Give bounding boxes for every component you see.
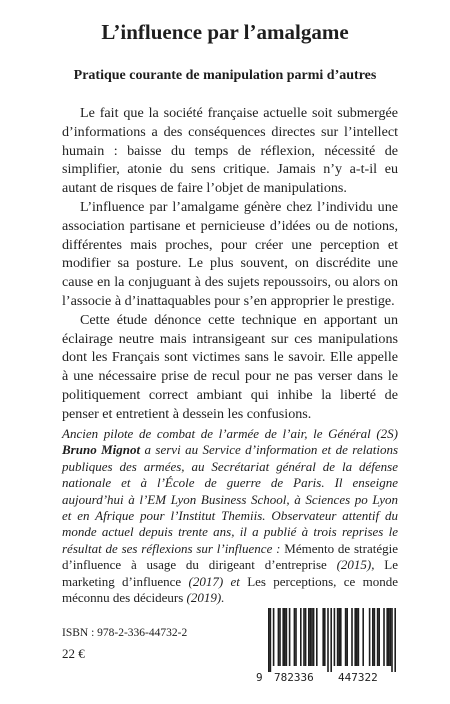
barcode-bar (330, 608, 332, 672)
barcode-bar (268, 608, 270, 672)
barcode-bar (286, 608, 288, 666)
isbn-label: ISBN : 978-2-336-44732-2 (62, 627, 188, 639)
barcode-bar (362, 608, 364, 666)
barcode-bar (324, 608, 326, 666)
barcode-bar (305, 608, 307, 666)
barcode-bar (354, 608, 356, 666)
blurb-paragraph-2: L’influence par l’amalgame génère chez l’individu une association partisane et pernicieuse d’idées ou de notions, différentes mais proches, pour créer une perception et modifier sa posture. Le plus souvent, on discrédite une cause en la conjuguant à des sujets repoussoirs, ou alors on l’associe à d’inattaquables pour s’en approprier le prestige. (62, 198, 398, 309)
barcode-bar (308, 608, 310, 666)
barcode-bar (394, 608, 396, 672)
barcode-right-group: 447322 (338, 671, 378, 684)
bio-intro: Ancien pilote de combat de l’armée de l’air, le Général (2S) (62, 426, 398, 441)
barcode-bar (334, 608, 336, 666)
barcode-bar (388, 608, 390, 666)
barcode-bar (356, 608, 358, 666)
book-2-year: (2017) (188, 573, 231, 589)
barcode-bar (273, 608, 275, 666)
barcode-bar (345, 608, 347, 666)
barcode-bar (294, 608, 296, 666)
blurb-paragraph-3: Cette étude dénonce cette technique en apportant un éclairage neutre mais intransigeant sur ces manipulations dont les Français sont victimes sans le savoir. Elle appelle à une nécessaire prise de recul pour ne pas verser dans le politiquement correct ambiant qui inhibe la liberté de penser et entretient à dessein les confusions. (62, 311, 398, 422)
barcode-bar (338, 608, 340, 666)
blurb (62, 104, 398, 424)
barcode-bar (278, 608, 280, 666)
book-title: L’influence par l’amalgame (101, 20, 349, 44)
barcode-bars (254, 602, 402, 672)
barcode-bar (295, 608, 297, 666)
barcode-bar (337, 608, 339, 666)
barcode-bar (369, 608, 371, 666)
barcode-bar (346, 608, 348, 666)
barcode-bar (289, 608, 291, 666)
barcode-bar (374, 608, 376, 666)
barcode-bar (310, 608, 312, 666)
barcode-bar (303, 608, 305, 666)
barcode-bar (391, 608, 393, 672)
barcode-bar (284, 608, 286, 666)
barcode-bar (390, 608, 392, 666)
book-1-year: (2015), (336, 557, 385, 573)
barcode-bar (270, 608, 272, 672)
barcode-bar (316, 608, 318, 666)
barcode-left-group: 782336 (274, 671, 314, 684)
blurb-paragraph-1: Le fait que la société française actuelle soit submergée d’informations a des conséquences directes sur l’intellect humain : baisse du temps de réflexion, nécessité de simplifier, atonie du sens critique. Jamais n’y a-t-il eu autant de risques de faire l’objet de manipulations. (62, 105, 398, 197)
barcode-bar (322, 608, 324, 666)
barcode-first-digit: 9 (256, 671, 263, 684)
barcode-bar (311, 608, 313, 666)
barcode-bar (313, 608, 315, 666)
barcode-bar (327, 608, 329, 672)
barcode (254, 602, 402, 686)
author-name: Bruno Mignot (62, 442, 141, 458)
barcode-bar (340, 608, 342, 666)
barcode-bar (386, 608, 388, 666)
bio-career: a servi au Service d’information et de relations publiques des armées, au Secrétariat général de la défense nationale et à l’École de guerre de Paris. Il enseigne aujourd’hui à l’EM Lyon Business School, à Sciences po Lyon et en Afrique pour l’Institut Themiis. Observateur attentif du monde actuel depuis trente ans, il a publié à trois reprises le résultat de ses réflexions sur l’influence : (62, 442, 398, 556)
barcode-bar (372, 608, 374, 666)
barcode-bar (383, 608, 385, 666)
book-3-year: (2019). (186, 590, 225, 606)
book-1-title: Mémento de stratégie d’influence à usage du dirigeant d’entreprise (62, 540, 398, 573)
barcode-bar (378, 608, 380, 666)
barcode-bar (282, 608, 284, 666)
barcode-bar (279, 608, 281, 666)
book-3-title: Les perceptions, ce monde méconnu des décideurs (62, 573, 398, 606)
author-bio (62, 426, 398, 606)
barcode-bar (358, 608, 360, 666)
bio-connector: et (230, 573, 248, 589)
book-2-title: Le marketing d’influence (62, 557, 398, 589)
barcode-bar (351, 608, 353, 666)
book-subtitle: Pratique courante de manipulation parmi d’autres (73, 68, 377, 83)
barcode-digits (254, 671, 402, 685)
price-label: 22 € (62, 646, 85, 661)
barcode-bar (300, 608, 302, 666)
barcode-bar (377, 608, 379, 666)
